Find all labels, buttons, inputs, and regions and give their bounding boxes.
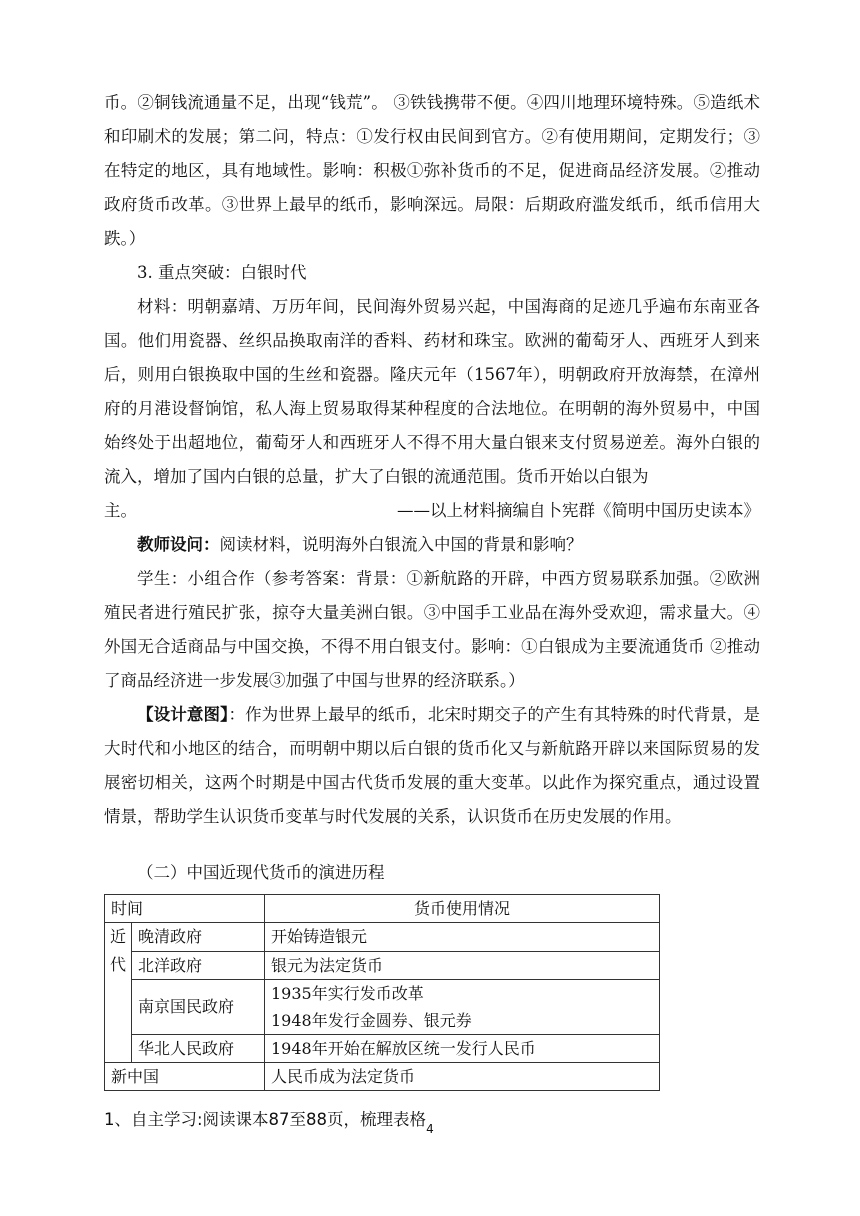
usage-line: 1948年发行金圆券、银元券 bbox=[271, 1010, 472, 1030]
gov-cell: 北洋政府 bbox=[132, 951, 265, 979]
answer-paragraph: 币。②铜钱流通量不足，出现“钱荒”。 ③铁钱携带不便。④四川地理环境特殊。⑤造纸术和印刷术的发展；第二问，特点：①发行权由民间到官方。②有使用期间，定期发行；③在特定的地区，具有地域性。影响：积极①弥补货币的不足，促进商品经济发展。②推动政府货币改革。③世界上最早的纸币，影响深远。局限：后期政府滥发纸币，纸币信用大跌。） bbox=[104, 93, 760, 248]
student-answer: 学生：小组合作（参考答案：背景：①新航路的开辟，中西方贸易联系加强。②欧洲殖民者进行殖民扩张，掠夺大量美洲白银。③中国手工业品在海外受欢迎，需求量大。④外国无合适商品与中国交换，不得不用白银支付。影响：①白银成为主要流通货币 ②推动了商品经济进一步发展③加强了中国与世界的经济联系。） bbox=[104, 569, 760, 690]
gov-cell: 南京国民政府 bbox=[132, 979, 265, 1034]
usage-cell: 银元为法定货币 bbox=[265, 951, 660, 979]
teacher-question bbox=[104, 528, 760, 562]
period-cell-modern-2: 代 bbox=[105, 951, 132, 979]
currency-table bbox=[104, 894, 660, 1091]
table-header-usage: 货币使用情况 bbox=[265, 895, 660, 923]
usage-cell: 开始铸造银元 bbox=[265, 923, 660, 952]
usage-cell: 1948年开始在解放区统一发行人民币 bbox=[265, 1034, 660, 1062]
page-content bbox=[104, 86, 760, 1137]
design-text: ：作为世界上最早的纸币，北宋时期交子的产生有其特殊的时代背景，是大时代和小地区的结合，而明朝中期以后白银的货币化又与新航路开辟以来国际贸易的发展密切相关，这两个时期是中国古代货币发展的重大变革。以此作为探究重点，通过设置情景，帮助学生认识货币变革与时代发展的关系，认识货币在历史发展的作用。 bbox=[104, 705, 761, 826]
section-2-title: （二）中国近现代货币的演进历程 bbox=[137, 863, 385, 882]
citation: ——以上材料摘编自卜宪群《简明中国历史读本》 bbox=[397, 501, 760, 520]
table-row bbox=[105, 979, 660, 1034]
teacher-text: 阅读材料，说明海外白银流入中国的背景和影响？ bbox=[219, 535, 583, 554]
table-row bbox=[105, 1062, 660, 1090]
material-paragraph: 材料：明朝嘉靖、万历年间，民间海外贸易兴起，中国海商的足迹几乎遍布东南亚各国。他们用瓷器、丝织品换取南洋的香料、药材和珠宝。欧洲的葡萄牙人、西班牙人到来后，则用白银换取中国的生丝和瓷器。隆庆元年（1567年），明朝政府开放海禁，在漳州府的月港设督饷馆，私人海上贸易取得某种程度的合法地位。在明朝的海外贸易中，中国始终处于出超地位，葡萄牙人和西班牙人不得不用大量白银来支付贸易逆差。海外白银的流入，增加了国内白银的总量，扩大了白银的流通范围。货币开始以白银为 bbox=[104, 297, 760, 486]
design-label: 【设计意图】 bbox=[137, 705, 229, 724]
page-number: 4 bbox=[426, 1122, 434, 1136]
design-intent bbox=[104, 698, 760, 834]
gov-cell: 华北人民政府 bbox=[132, 1034, 265, 1062]
self-study-instruction: 1、自主学习:阅读课本87至88页，梳理表格 bbox=[104, 1109, 427, 1129]
period-cell-blank bbox=[105, 1034, 132, 1062]
spacer bbox=[104, 834, 760, 856]
section-heading-3: 3. 重点突破：白银时代 bbox=[137, 263, 307, 282]
period-cell-blank bbox=[105, 979, 132, 1034]
table-row bbox=[105, 1034, 660, 1062]
table-row bbox=[105, 923, 660, 952]
table-row bbox=[105, 951, 660, 979]
usage-cell bbox=[265, 979, 660, 1034]
material-end: 主。 bbox=[104, 501, 137, 520]
table-header-time: 时间 bbox=[105, 895, 265, 923]
period-cell-modern: 近 bbox=[105, 923, 132, 952]
teacher-label: 教师设问： bbox=[137, 535, 220, 554]
gov-cell: 晚清政府 bbox=[132, 923, 265, 952]
usage-line: 1935年实行发币改革 bbox=[271, 983, 424, 1003]
usage-cell: 人民币成为法定货币 bbox=[265, 1062, 660, 1090]
material-citation-line bbox=[104, 494, 760, 528]
table-header-row bbox=[105, 895, 660, 923]
new-china-cell: 新中国 bbox=[105, 1062, 265, 1090]
